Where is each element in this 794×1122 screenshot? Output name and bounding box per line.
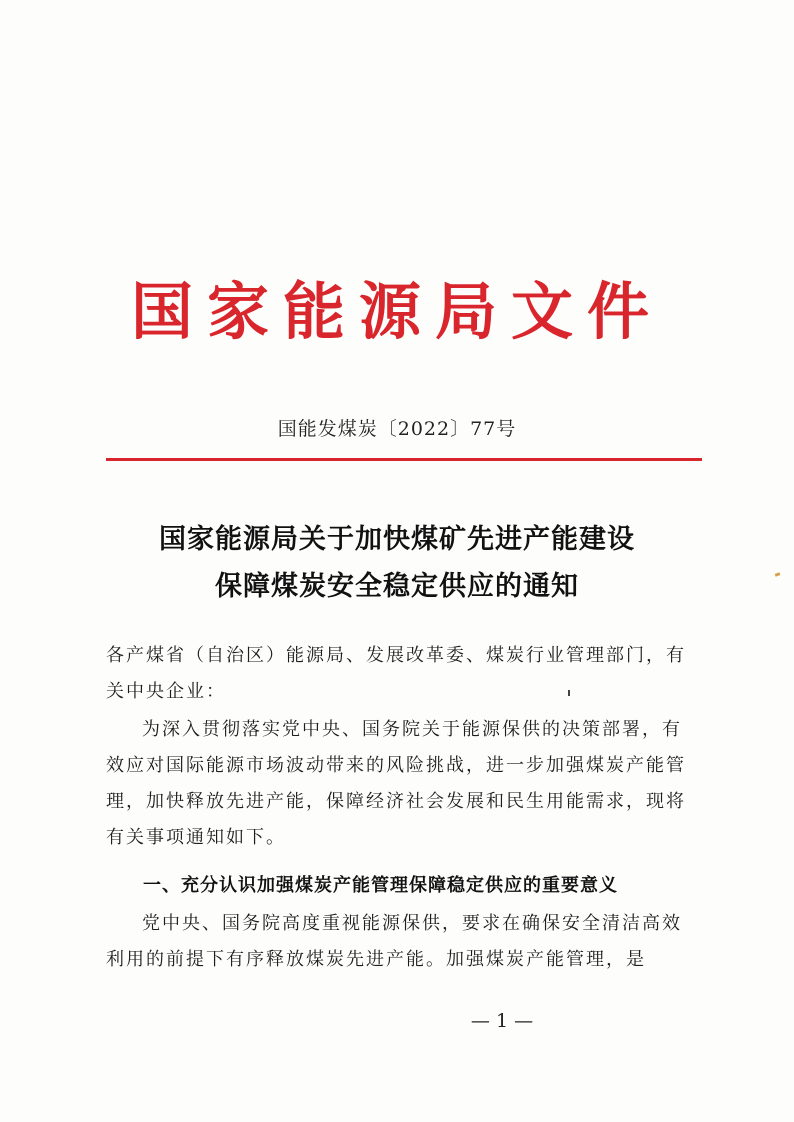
page-number: — 1 — [470,1010,534,1032]
scan-speck [568,690,570,696]
notice-title-line-1: 国家能源局关于加快煤矿先进产能建设 [159,524,635,555]
intro-paragraph [106,712,696,856]
notice-title-line-2: 保障煤炭安全稳定供应的通知 [215,571,579,602]
section-paragraph [106,906,696,978]
paragraph-text: 党中央、国务院高度重视能源保供，要求在确保安全清洁高效利用的前提下有序释放煤炭先进产能。加强煤炭产能管理，是 [106,913,682,970]
red-divider-line [106,458,702,461]
paragraph-text: 为深入贯彻落实党中央、国务院关于能源保供的决策部署，有效应对国际能源市场波动带来的风险挑战，进一步加强煤炭产能管理，加快释放先进产能，保障经济社会发展和民生用能需求，现将有关事项通知如下。 [106,719,686,848]
section-heading: 一、充分认识加强煤炭产能管理保障稳定供应的重要意义 [143,875,618,896]
addressee: 各产煤省（自治区）能源局、发展改革委、煤炭行业管理部门，有关中央企业： [106,645,686,702]
masthead-title: 国家能源局文件 [130,275,663,348]
document-number: 国能发煤炭〔2022〕77号 [277,418,517,440]
